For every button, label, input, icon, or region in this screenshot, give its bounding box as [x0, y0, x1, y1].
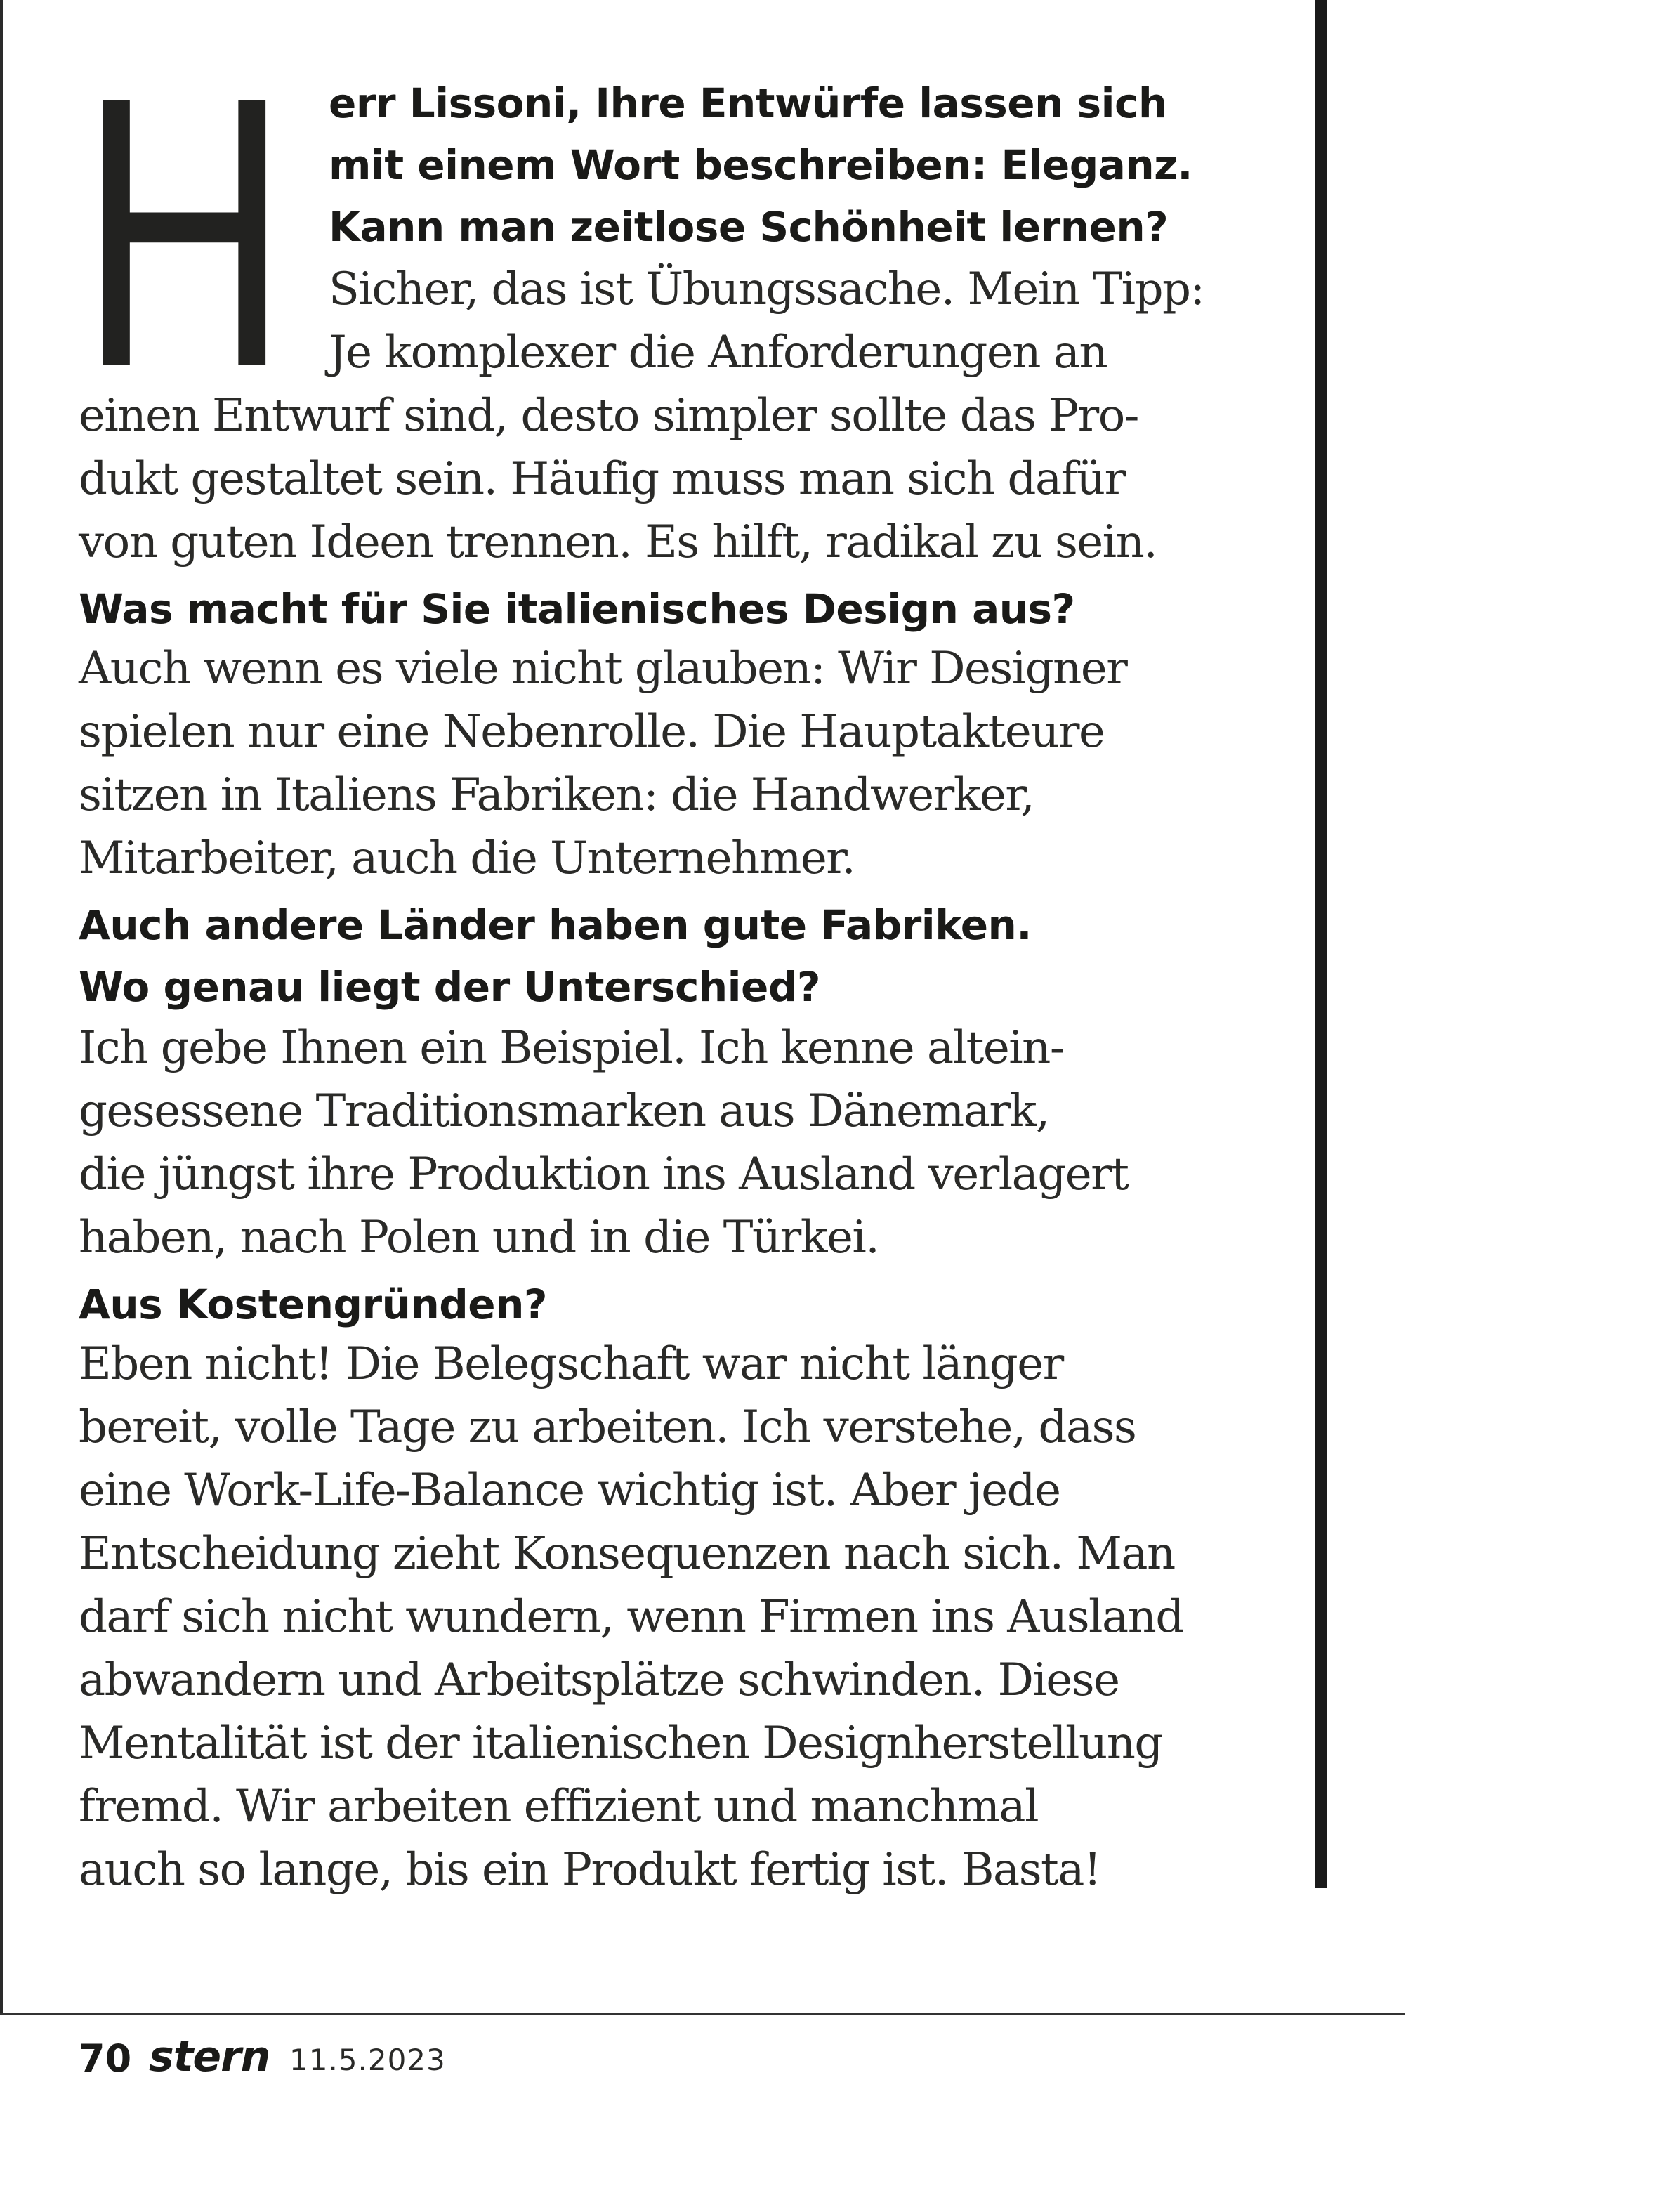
answer-line: fremd. Wir arbeiten effizient und manchmal: [79, 1781, 1039, 1833]
question-line: err Lissoni, Ihre Entwürfe lassen sich: [329, 79, 1167, 127]
issue-date: 11.5.2023: [289, 2043, 446, 2077]
answer-line: spielen nur eine Nebenrolle. Die Hauptakteure: [79, 706, 1105, 758]
answer-line: auch so lange, bis ein Produkt fertig ist. Basta!: [79, 1844, 1101, 1896]
answer-line: abwandern und Arbeitsplätze schwinden. Diese: [79, 1654, 1119, 1706]
answer-line: Ich gebe Ihnen ein Beispiel. Ich kenne altein-: [79, 1022, 1064, 1074]
question-line: Auch andere Länder haben gute Fabriken.: [79, 901, 1032, 949]
answer-line: gesessene Traditionsmarken aus Dänemark,: [79, 1085, 1049, 1137]
answer-line: eine Work-Life-Balance wichtig ist. Aber jede: [79, 1465, 1060, 1517]
answer-line: darf sich nicht wundern, wenn Firmen ins Ausland: [79, 1591, 1183, 1643]
answer-line: einen Entwurf sind, desto simpler sollte das Pro-: [79, 390, 1138, 442]
page-left-border: [0, 0, 3, 2015]
answer-line: die jüngst ihre Produktion ins Ausland verlagert: [79, 1148, 1129, 1200]
question-line: Kann man zeitlose Schönheit lernen?: [329, 203, 1169, 251]
question-line: mit einem Wort beschreiben: Eleganz.: [329, 141, 1192, 189]
answer-line: Sicher, das ist Übungssache. Mein Tipp:: [329, 263, 1204, 315]
question-line: Was macht für Sie italienisches Design aus?: [79, 585, 1075, 633]
answer-line: Je komplexer die Anforderungen an: [329, 327, 1107, 379]
page-number: 70: [79, 2036, 132, 2081]
answer-line: sitzen in Italiens Fabriken: die Handwerker,: [79, 769, 1034, 821]
answer-line: haben, nach Polen und in die Türkei.: [79, 1212, 879, 1264]
answer-line: dukt gestaltet sein. Häufig muss man sich dafür: [79, 453, 1125, 505]
answer-line: Mentalität ist der italienischen Designherstellung: [79, 1717, 1162, 1769]
answer-line: Eben nicht! Die Belegschaft war nicht länger: [79, 1338, 1063, 1390]
dropcap-letter: [79, 18, 289, 447]
answer-line: Auch wenn es viele nicht glauben: Wir Designer: [79, 643, 1127, 695]
svg-text:H: H: [79, 18, 289, 447]
question-line: Aus Kostengründen?: [79, 1281, 548, 1328]
magazine-logo: stern: [149, 2032, 270, 2081]
answer-line: Mitarbeiter, auch die Unternehmer.: [79, 832, 855, 884]
answer-line: bereit, volle Tage zu arbeiten. Ich verstehe, dass: [79, 1401, 1136, 1453]
question-line: Wo genau liegt der Unterschied?: [79, 963, 821, 1011]
answer-line: Entscheidung zieht Konsequenzen nach sich. Man: [79, 1528, 1175, 1580]
answer-line: von guten Ideen trennen. Es hilft, radikal zu sein.: [79, 516, 1157, 568]
footer-rule: [0, 2013, 1405, 2015]
